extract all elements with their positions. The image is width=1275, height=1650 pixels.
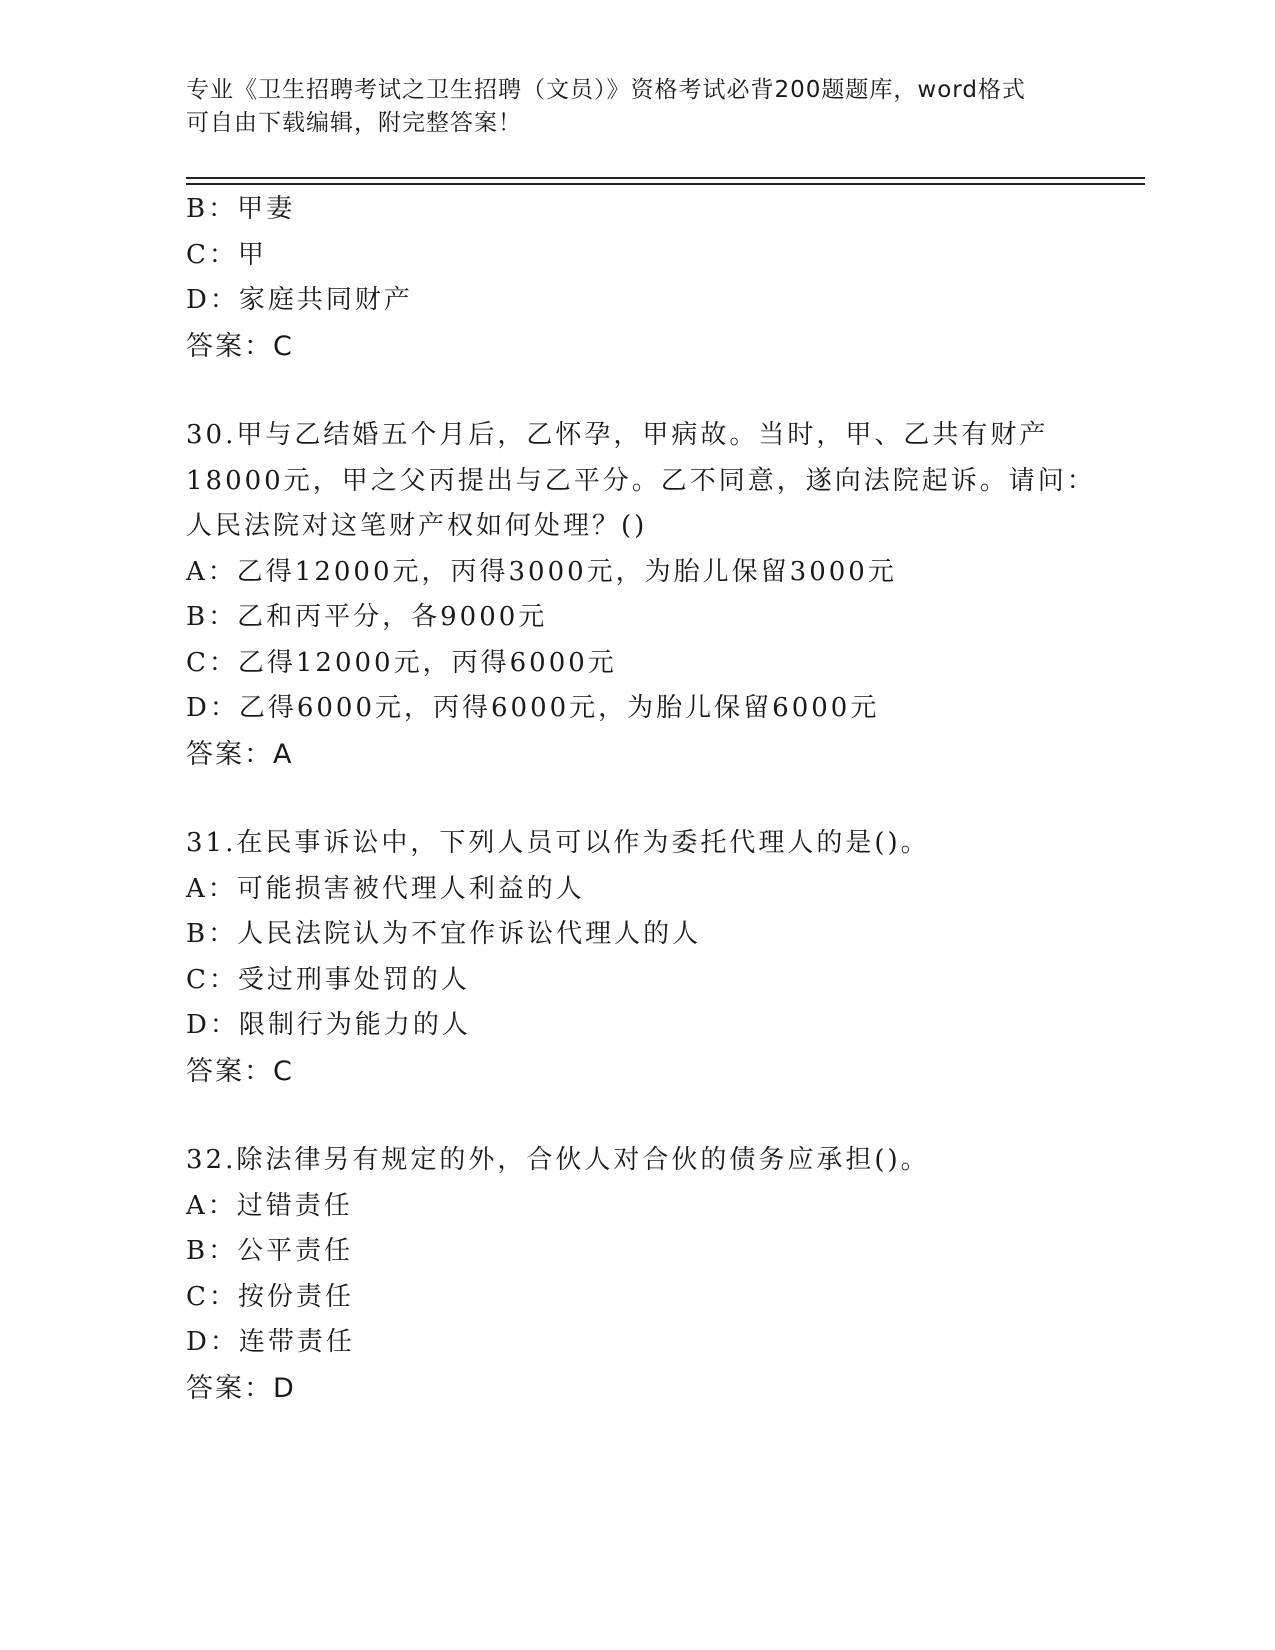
question-stem-line: 32.除法律另有规定的外，合伙人对合伙的债务应承担()。 [186, 1145, 930, 1175]
question-stem-line: 31.在民事诉讼中，下列人员可以作为委托代理人的是()。 [186, 828, 930, 858]
option-a: A：可能损害被代理人利益的人 [186, 873, 585, 904]
option-b: B：乙和丙平分，各9000元 [186, 602, 548, 632]
question-stem-line: 人民法院对这笔财产权如何处理？() [186, 511, 648, 541]
option-d: D：连带责任 [186, 1327, 355, 1357]
option-c: C：按份责任 [186, 1281, 354, 1312]
option-a: A：过错责任 [186, 1190, 353, 1221]
option-c: C：甲 [186, 239, 267, 270]
question-stem-line: 30.甲与乙结婚五个月后，乙怀孕，甲病故。当时，甲、乙共有财产 [186, 420, 1049, 450]
answer: 答案：D [186, 1372, 296, 1404]
header-divider-bottom [186, 183, 1145, 185]
option-d: D：乙得6000元，丙得6000元，为胎儿保留6000元 [186, 693, 880, 723]
question-31 [186, 821, 1126, 1094]
carryover-question [186, 187, 1126, 369]
option-c: C：受过刑事处罚的人 [186, 964, 470, 995]
header-line-2: 可自由下载编辑，附完整答案！ [186, 110, 522, 136]
document-body [186, 187, 1126, 1411]
answer: 答案：A [186, 738, 294, 770]
option-c: C：乙得12000元，丙得6000元 [186, 647, 617, 678]
question-30 [186, 413, 1126, 777]
answer: 答案：C [186, 330, 294, 362]
document-header [186, 74, 1086, 140]
option-d: D：限制行为能力的人 [186, 1010, 471, 1040]
option-b: B：人民法院认为不宜作诉讼代理人的人 [186, 919, 702, 949]
option-a: A：乙得12000元，丙得3000元，为胎儿保留3000元 [186, 556, 897, 587]
question-32 [186, 1138, 1126, 1411]
header-line-1: 专业《卫生招聘考试之卫生招聘（文员）》资格考试必背200题题库，word格式 [186, 77, 1026, 103]
option-b: B：公平责任 [186, 1236, 354, 1266]
option-d: D：家庭共同财产 [186, 285, 413, 315]
answer: 答案：C [186, 1055, 294, 1087]
header-divider-top [186, 177, 1145, 179]
option-b: B：甲妻 [186, 194, 296, 224]
question-stem-line: 18000元，甲之父丙提出与乙平分。乙不同意，遂向法院起诉。请问： [186, 465, 1096, 496]
